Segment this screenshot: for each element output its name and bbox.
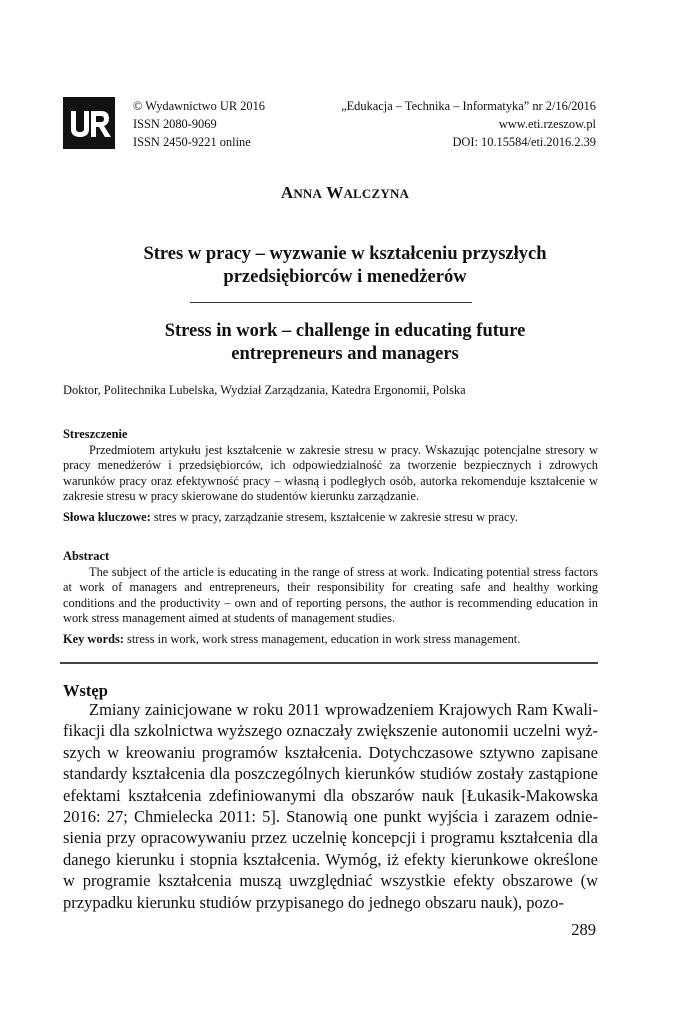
title-separator <box>190 302 472 303</box>
abstract-english-heading: Abstract <box>63 549 110 563</box>
section-body <box>63 699 598 913</box>
keywords-english-label: Key words: <box>63 631 124 646</box>
keywords-polish-label: Słowa kluczowe: <box>63 509 151 524</box>
ur-logo <box>63 97 115 149</box>
page-number: 289 <box>571 920 596 939</box>
keywords-english-text: stress in work, work stress management, education in work stress management. <box>123 631 521 646</box>
title-english-line: entrepreneurs and managers <box>231 344 459 364</box>
ur-logo-mark <box>63 97 115 149</box>
abstract-polish-body: Przedmiotem artykułu jest kształcenie w zakresie stresu w pracy. Wskazując potencjalne stresory w pracy menedżerów i przedsiębiorców, ich odpowiedzialność za tworzenie bezpiecznych i zdrowych warunków pracy oraz efektywność pracy – własną i podległych osób, autorka rekomenduje kształcenie w zakresie stresu w pracy skierowane do studentów kierunku zarządzanie. <box>63 442 598 504</box>
journal-line: „Edukacja – Technika – Informatyka” nr 2/16/2016 <box>341 99 596 113</box>
title-english <box>60 320 630 366</box>
header-right <box>341 97 596 151</box>
affiliation: Doktor, Politechnika Lubelska, Wydział Zarządzania, Katedra Ergonomii, Polska <box>63 383 466 397</box>
author-last-initial: W <box>326 183 344 202</box>
issn-line: ISSN 2080-9069 <box>133 117 217 131</box>
keywords-polish-text: stres w pracy, zarządzanie stresem, kształcenie w zakresie stresu w pracy. <box>150 509 518 524</box>
author-name <box>0 183 690 203</box>
keywords-polish <box>63 510 598 526</box>
title-english-line: Stress in work – challenge in educating future <box>164 321 526 341</box>
section-divider <box>60 662 598 664</box>
abstract-english-body: The subject of the article is educating in the range of stress at work. Indicating potential stress factors at work of managers and entrepreneurs, their responsibility for creating safe and healthy working conditions and the productivity – own and of reporting persons, the author is recommending education in work stress management aimed at students of management studies. <box>63 564 598 626</box>
title-polish <box>60 243 630 289</box>
section-heading: Wstęp <box>63 681 108 700</box>
issn-online-line: ISSN 2450-9221 online <box>133 135 251 149</box>
title-polish-line: przedsiębiorców i menedżerów <box>223 267 467 287</box>
header-left <box>133 97 265 151</box>
author-first-rest: NNA <box>293 186 323 201</box>
abstract-polish-heading: Streszczenie <box>63 427 128 441</box>
section-paragraph: Zmiany zainicjowane w roku 2011 wprowadzeniem Krajowych Ram Kwalifikacji dla szkolnictwa wyższego oznaczały zwiększenie autonomii uczelni wyższych w kreowaniu programów kształcenia. Dotychczasowe sztywno zapisane standardy kształcenia dla poszczególnych kierunków studiów zostały zastąpione efektami kształcenia zdefiniowanymi dla obszarów nauk [Łukasik-Makowska 2016: 27; Chmielecka 2011: 5]. Stanowią one punkt wyjścia i zarazem odniesienia przy opracowywaniu przez uczelnię koncepcji i programu kształcenia dla danego kierunku i stopnia kształcenia. Wymóg, iż efekty kierunkowe określone w programie kształcenia muszą uwzględniać wszystkie efekty obszarowe (w przypadku kierunku studiów przypisanego do jednego obszaru nauk), pozo- <box>63 700 598 912</box>
publisher-line: © Wydawnictwo UR 2016 <box>133 99 265 113</box>
author-first-initial: A <box>280 183 294 202</box>
doi-line: DOI: 10.15584/eti.2016.2.39 <box>452 135 596 149</box>
title-polish-line: Stres w pracy – wyzwanie w kształceniu przyszłych <box>143 244 547 264</box>
website-line: www.eti.rzeszow.pl <box>498 117 596 131</box>
abstract-english <box>63 549 598 648</box>
author-last-rest: ALCZYNA <box>343 186 410 201</box>
abstract-polish <box>63 427 598 526</box>
keywords-english <box>63 632 598 648</box>
